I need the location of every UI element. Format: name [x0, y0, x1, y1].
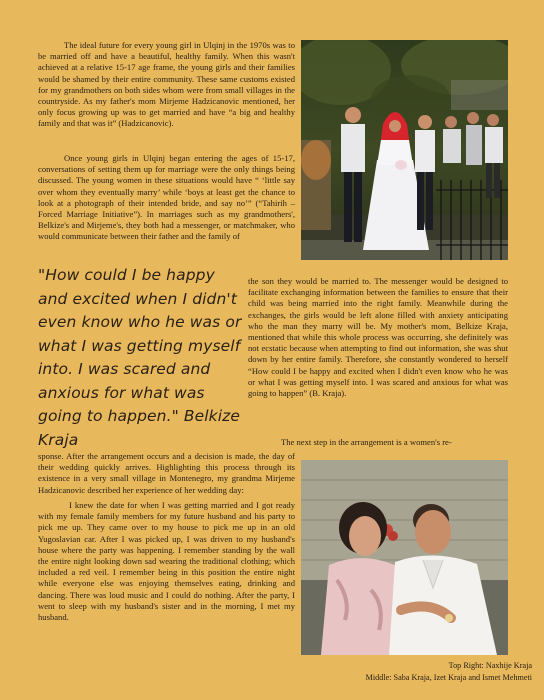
paragraph-conversations: Once young girls in Ulqinj began entering the ages of 15-17, conversations of setting them up for marriage were the only things being discussed. The young women in these situations would have “ ‘little say over whom they eventually marry’ while ‘boys at least get the chance to look at a photograph of their intended bride, and say no’” (“Tahirih – Forced Marriage Initiative”). In marriages such as my grandmothers', Belkize's and Mirjeme's, they both had a messenger, or matchmaker, who would communicate between their father and the family of	[38, 153, 295, 242]
paragraph-next-step: The next step in the arrangement is a women's re-	[281, 437, 452, 447]
caption-middle: Middle: Saba Kraja, Izet Kraja and Ismet Mehmeti	[365, 673, 532, 682]
caption-top-right: Top Right: Naxhije Kraja	[448, 661, 532, 670]
couple-photo	[301, 460, 508, 655]
paragraph-messenger: the son they would be married to. The messenger would be designed to facilitate exchanging information between the families to ensure that their child was being married into the right family. Meanwhile during the exchanges, the girls would be left alone filled with anxiety anticipating who the man they marry will be. My mother's mom, Belkize Kraja, mentioned that while this whole process was occurring, she definitely was not ecstatic because when attempting to find out information, she was shut down by her entire family. Therefore, she constantly wondered to herself “How could I be happy and excited when I didn't even know who he was or what I was getting myself into. I was scared and anxious for what was going to happen” (B. Kraja).	[248, 276, 508, 399]
wedding-photo	[301, 40, 508, 260]
block-quote-wedding-story: I knew the date for when I was getting married and I got ready with my female family members for my future husband and his party to pick me up. They came over to my house to pick me up in an old Yugoslavian car. After I was picked up, I was driven to my husband's house where the party was happening. I remember standing by the wall the entire night looking down sad wearing the traditional clothing; which included a red veil. I remember being in this position the entire night while everyone else was enjoying themselves eating, drinking and dancing. There was loud music and I could do nothing. After the party, I went to sleep with my husband's sister and in the morning, I met my husband.	[38, 500, 295, 623]
paragraph-intro: The ideal future for every young girl in Ulqinj in the 1970s was to be married off and have a beautiful, healthy family. When this wasn't achieved at a relative 15-17 age frame, the young girls and their families would be shamed by their entire community. These same customs existed for my grandmothers on both sides whom were from small villages in the countryside. As my father's mom Mirjeme Hadzicanovic mentioned, her only focus growing up was to get married and have “a big and healthy family and that was it” (Hadzicanovic).	[38, 40, 295, 129]
paragraph-wedding-day: sponse. After the arrangement occurs and a decision is made, the day of their wedding quickly arrives. Highlighting this process through its existence in a very small village in Montenegro, my grandma Mirjeme Hadzicanovic described her experience of her wedding day:	[38, 451, 295, 495]
pull-quote: "How could I be happy and excited when I didn't even know who he was or what I was getting myself into. I was scared and anxious for what was going to happen." Belkize Kraja	[38, 266, 242, 449]
